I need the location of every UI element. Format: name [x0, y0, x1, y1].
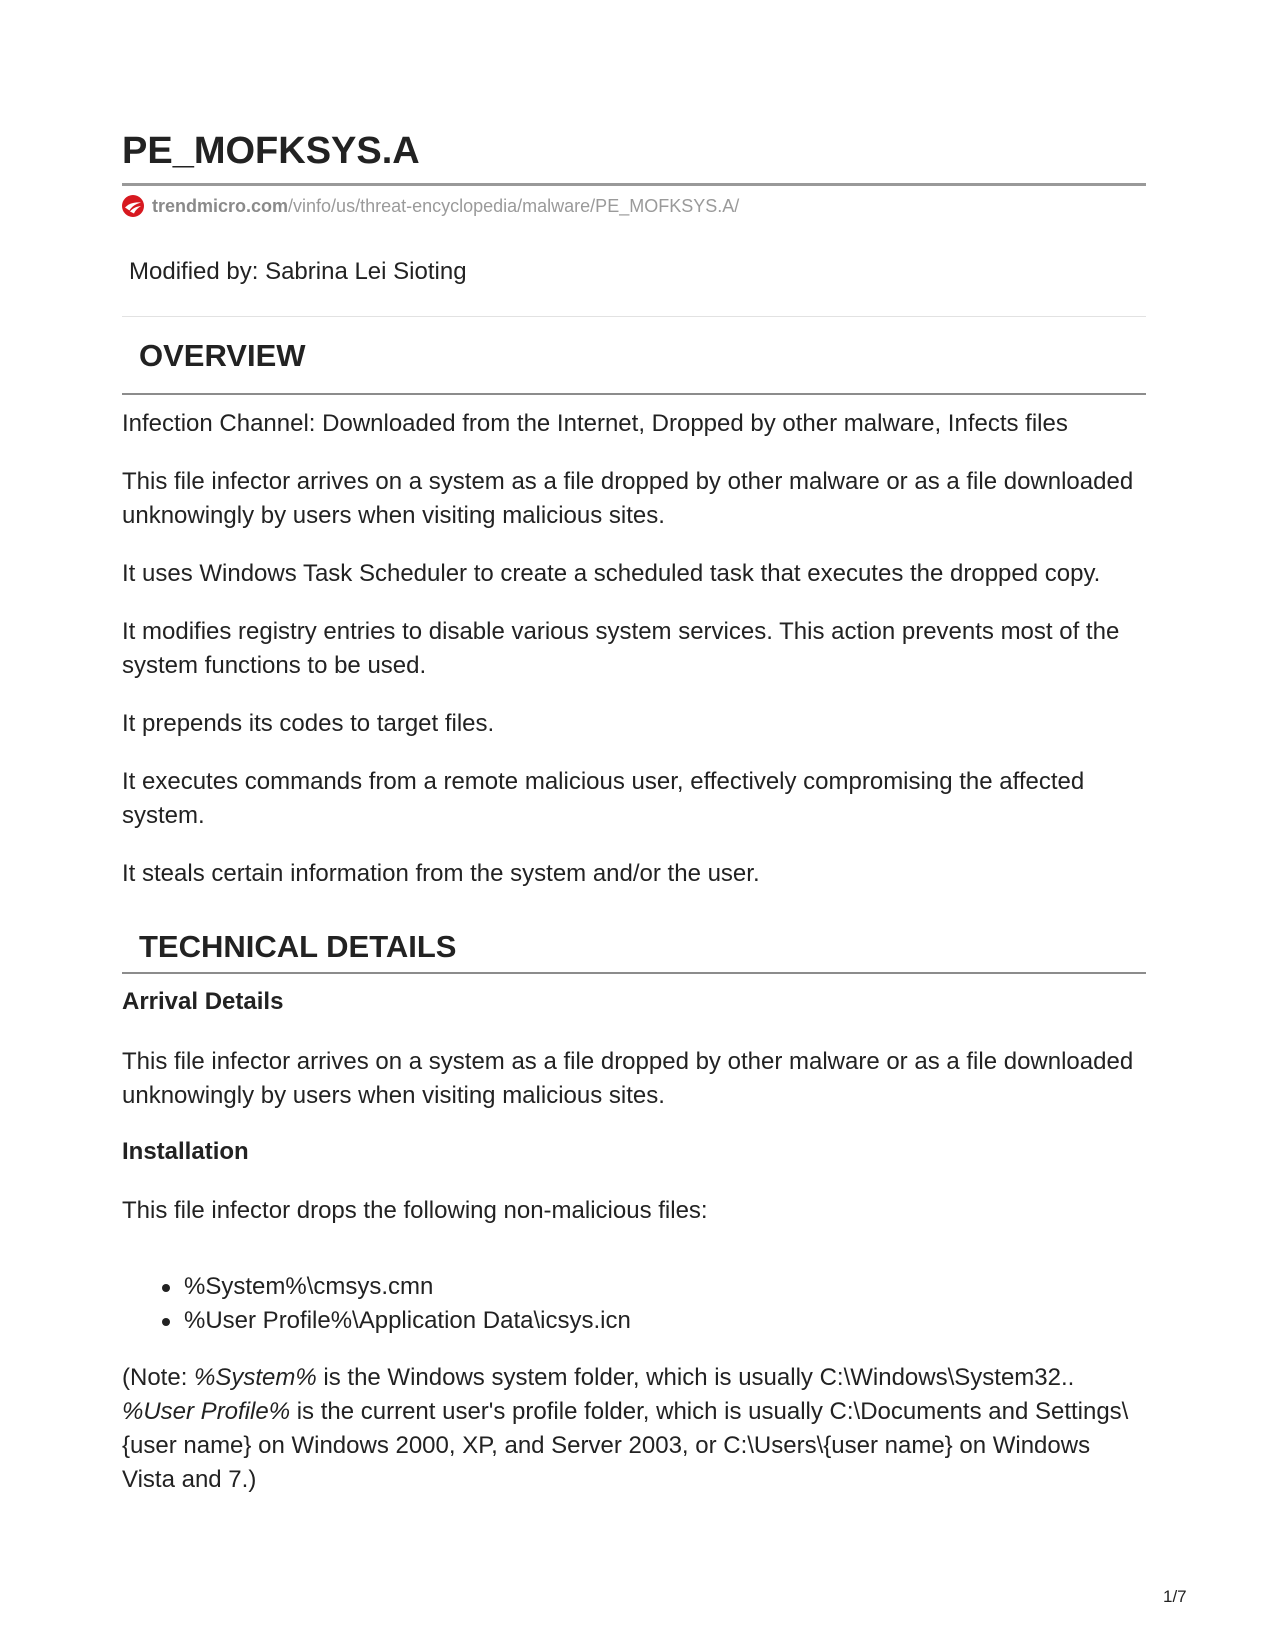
technical-details-heading: TECHNICAL DETAILS — [139, 929, 457, 964]
arrival-details-text: This file infector arrives on a system as a file dropped by other malware or as a file downloaded unknowingly by users when visiting malicious sites. — [122, 1048, 1134, 1109]
system-description: is the Windows system folder, which is usually C:\Windows\System32.. — [316, 1364, 1075, 1391]
title-divider — [122, 183, 1146, 186]
source-domain[interactable]: trendmicro.com — [152, 195, 289, 216]
dropped-files-list — [122, 1270, 631, 1338]
overview-paragraph: It prepends its codes to target files. — [122, 710, 495, 737]
modified-by: Modified by: Sabrina Lei Sioting — [129, 258, 467, 285]
overview-divider — [122, 393, 1146, 395]
page-number: 1/7 — [1163, 1587, 1187, 1606]
overview-paragraph: It steals certain information from the system and/or the user. — [122, 860, 760, 887]
note-open: (Note: — [122, 1364, 195, 1391]
system-variable: %System% — [194, 1364, 317, 1391]
user-profile-description: is the current user's profile folder, which is usually C:\Documents and Settings\{user name} on Windows 2000, XP, and Server 2003, or C:\Users\{user name} on Windows Vista and 7.) — [122, 1398, 1129, 1493]
arrival-details-heading: Arrival Details — [122, 988, 284, 1015]
installation-heading: Installation — [122, 1138, 249, 1165]
technical-details-divider — [122, 972, 1146, 974]
installation-intro: This file infector drops the following non-malicious files: — [122, 1197, 708, 1224]
file-path: %User Profile%\Application Data\icsys.icn — [184, 1307, 631, 1334]
file-path: %System%\cmsys.cmn — [184, 1273, 434, 1300]
user-profile-variable: %User Profile% — [122, 1398, 291, 1425]
bullet-icon — [162, 1284, 170, 1292]
overview-paragraph: It uses Windows Task Scheduler to create a scheduled task that executes the dropped copy. — [122, 560, 1101, 587]
source-link[interactable] — [122, 194, 739, 218]
trendmicro-logo-icon — [122, 195, 144, 217]
header-divider — [122, 316, 1146, 317]
source-path[interactable]: /vinfo/us/threat-encyclopedia/malware/PE_MOFKSYS.A/ — [288, 195, 740, 216]
list-item — [122, 1270, 631, 1304]
overview-paragraph: It executes commands from a remote malicious user, effectively compromising the affected system. — [122, 768, 1085, 829]
infection-channel-text: Infection Channel: Downloaded from the Internet, Dropped by other malware, Infects files — [122, 410, 1068, 437]
overview-paragraph: This file infector arrives on a system as a file dropped by other malware or as a file downloaded unknowingly by users when visiting malicious sites. — [122, 468, 1134, 529]
page-title: PE_MOFKSYS.A — [122, 130, 420, 172]
installation-note — [122, 1361, 1146, 1497]
bullet-icon — [162, 1318, 170, 1326]
overview-paragraph: It modifies registry entries to disable various system services. This action prevents most of the system functions to be used. — [122, 618, 1120, 679]
overview-heading: OVERVIEW — [139, 338, 306, 373]
list-item — [122, 1304, 631, 1338]
